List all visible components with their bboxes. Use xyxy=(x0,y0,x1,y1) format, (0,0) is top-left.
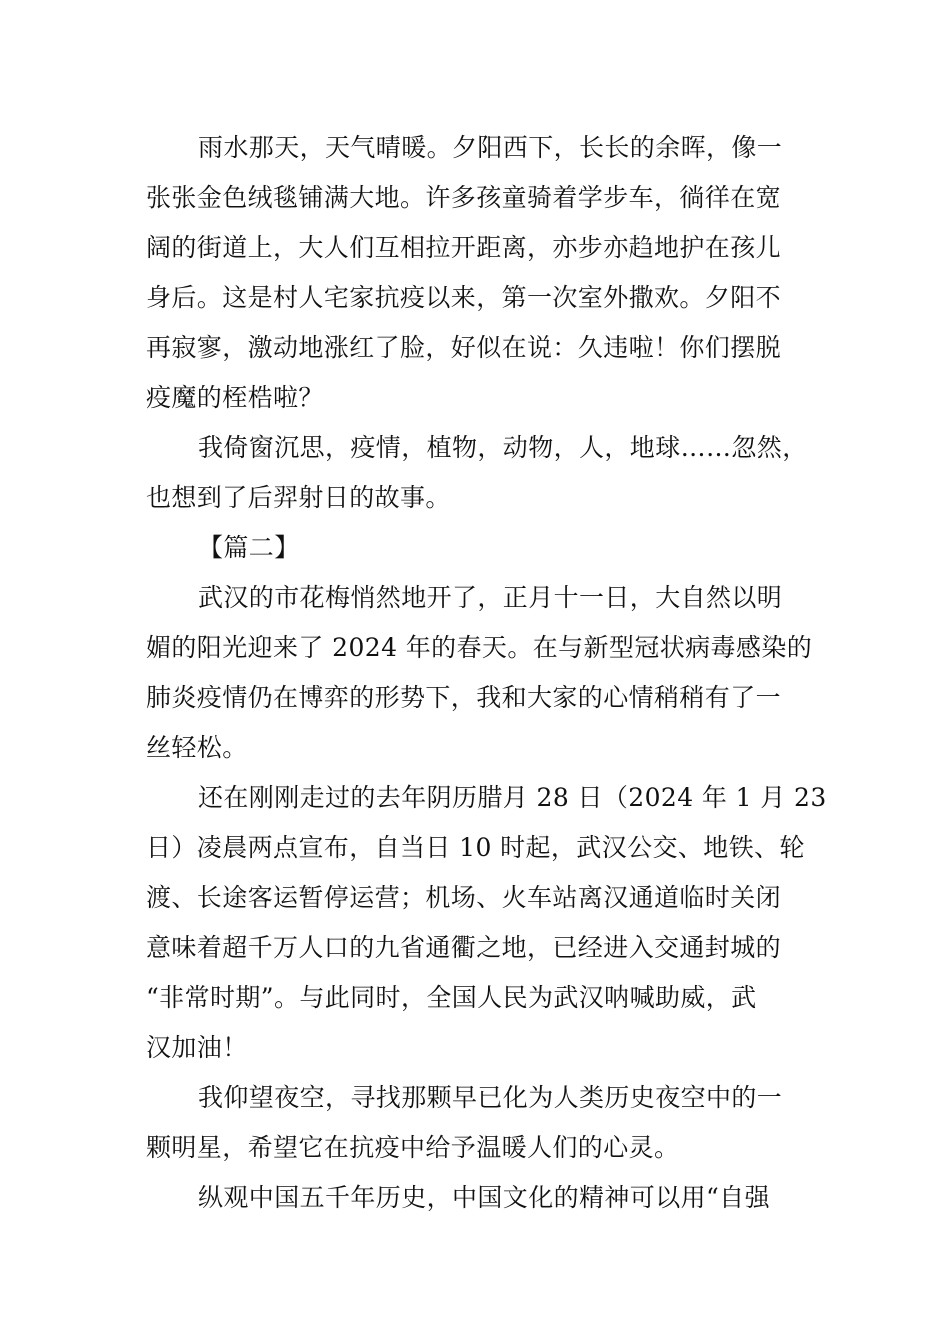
paragraph-4-line-1: 还在刚刚走过的去年阴历腊月 28 日（2024 年 1 月 23 xyxy=(198,783,827,812)
paragraph-5-line-1: 我仰望夜空，寻找那颗早已化为人类历史夜空中的一 xyxy=(198,1083,783,1112)
paragraph-4-line-5: “非常时期”。与此同时，全国人民为武汉呐喊助威，武 xyxy=(146,983,757,1012)
paragraph-3-line-1: 武汉的市花梅悄然地开了，正月十一日，大自然以明 xyxy=(198,583,783,612)
paragraph-5-line-2: 颗明星，希望它在抗疫中给予温暖人们的心灵。 xyxy=(146,1133,680,1162)
paragraph-4-line-6: 汉加油！ xyxy=(146,1033,248,1062)
paragraph-1-line-3: 阔的街道上，大人们互相拉开距离，亦步亦趋地护在孩儿 xyxy=(146,233,782,262)
paragraph-2-line-2: 也想到了后羿射日的故事。 xyxy=(146,483,451,512)
paragraph-1-line-1: 雨水那天，天气晴暖。夕阳西下，长长的余晖，像一 xyxy=(198,133,783,162)
paragraph-1-line-5: 再寂寥，激动地涨红了脸，好似在说：久违啦！你们摆脱 xyxy=(146,333,782,362)
paragraph-4-line-2: 日）凌晨两点宣布，自当日 10 时起，武汉公交、地铁、轮 xyxy=(146,833,805,862)
section-heading: 【篇二】 xyxy=(198,533,300,562)
paragraph-3-line-4: 丝轻松。 xyxy=(146,733,248,762)
paragraph-1-line-2: 张张金色绒毯铺满大地。许多孩童骑着学步车，徜徉在宽 xyxy=(146,183,782,212)
paragraph-4-line-3: 渡、长途客运暂停运营；机场、火车站离汉通道临时关闭 xyxy=(146,883,782,912)
paragraph-4-line-4: 意味着超千万人口的九省通衢之地，已经进入交通封城的 xyxy=(146,933,782,962)
paragraph-3-line-2: 媚的阳光迎来了 2024 年的春天。在与新型冠状病毒感染的 xyxy=(146,633,813,662)
paragraph-1-line-4: 身后。这是村人宅家抗疫以来，第一次室外撒欢。夕阳不 xyxy=(146,283,782,312)
paragraph-6-line-1: 纵观中国五千年历史，中国文化的精神可以用“自强 xyxy=(198,1183,770,1212)
paragraph-1-line-6: 疫魔的桎梏啦？ xyxy=(146,383,324,412)
paragraph-2-line-1: 我倚窗沉思，疫情，植物，动物，人，地球……忽然， xyxy=(198,433,808,462)
paragraph-3-line-3: 肺炎疫情仍在博弈的形势下，我和大家的心情稍稍有了一 xyxy=(146,683,782,712)
